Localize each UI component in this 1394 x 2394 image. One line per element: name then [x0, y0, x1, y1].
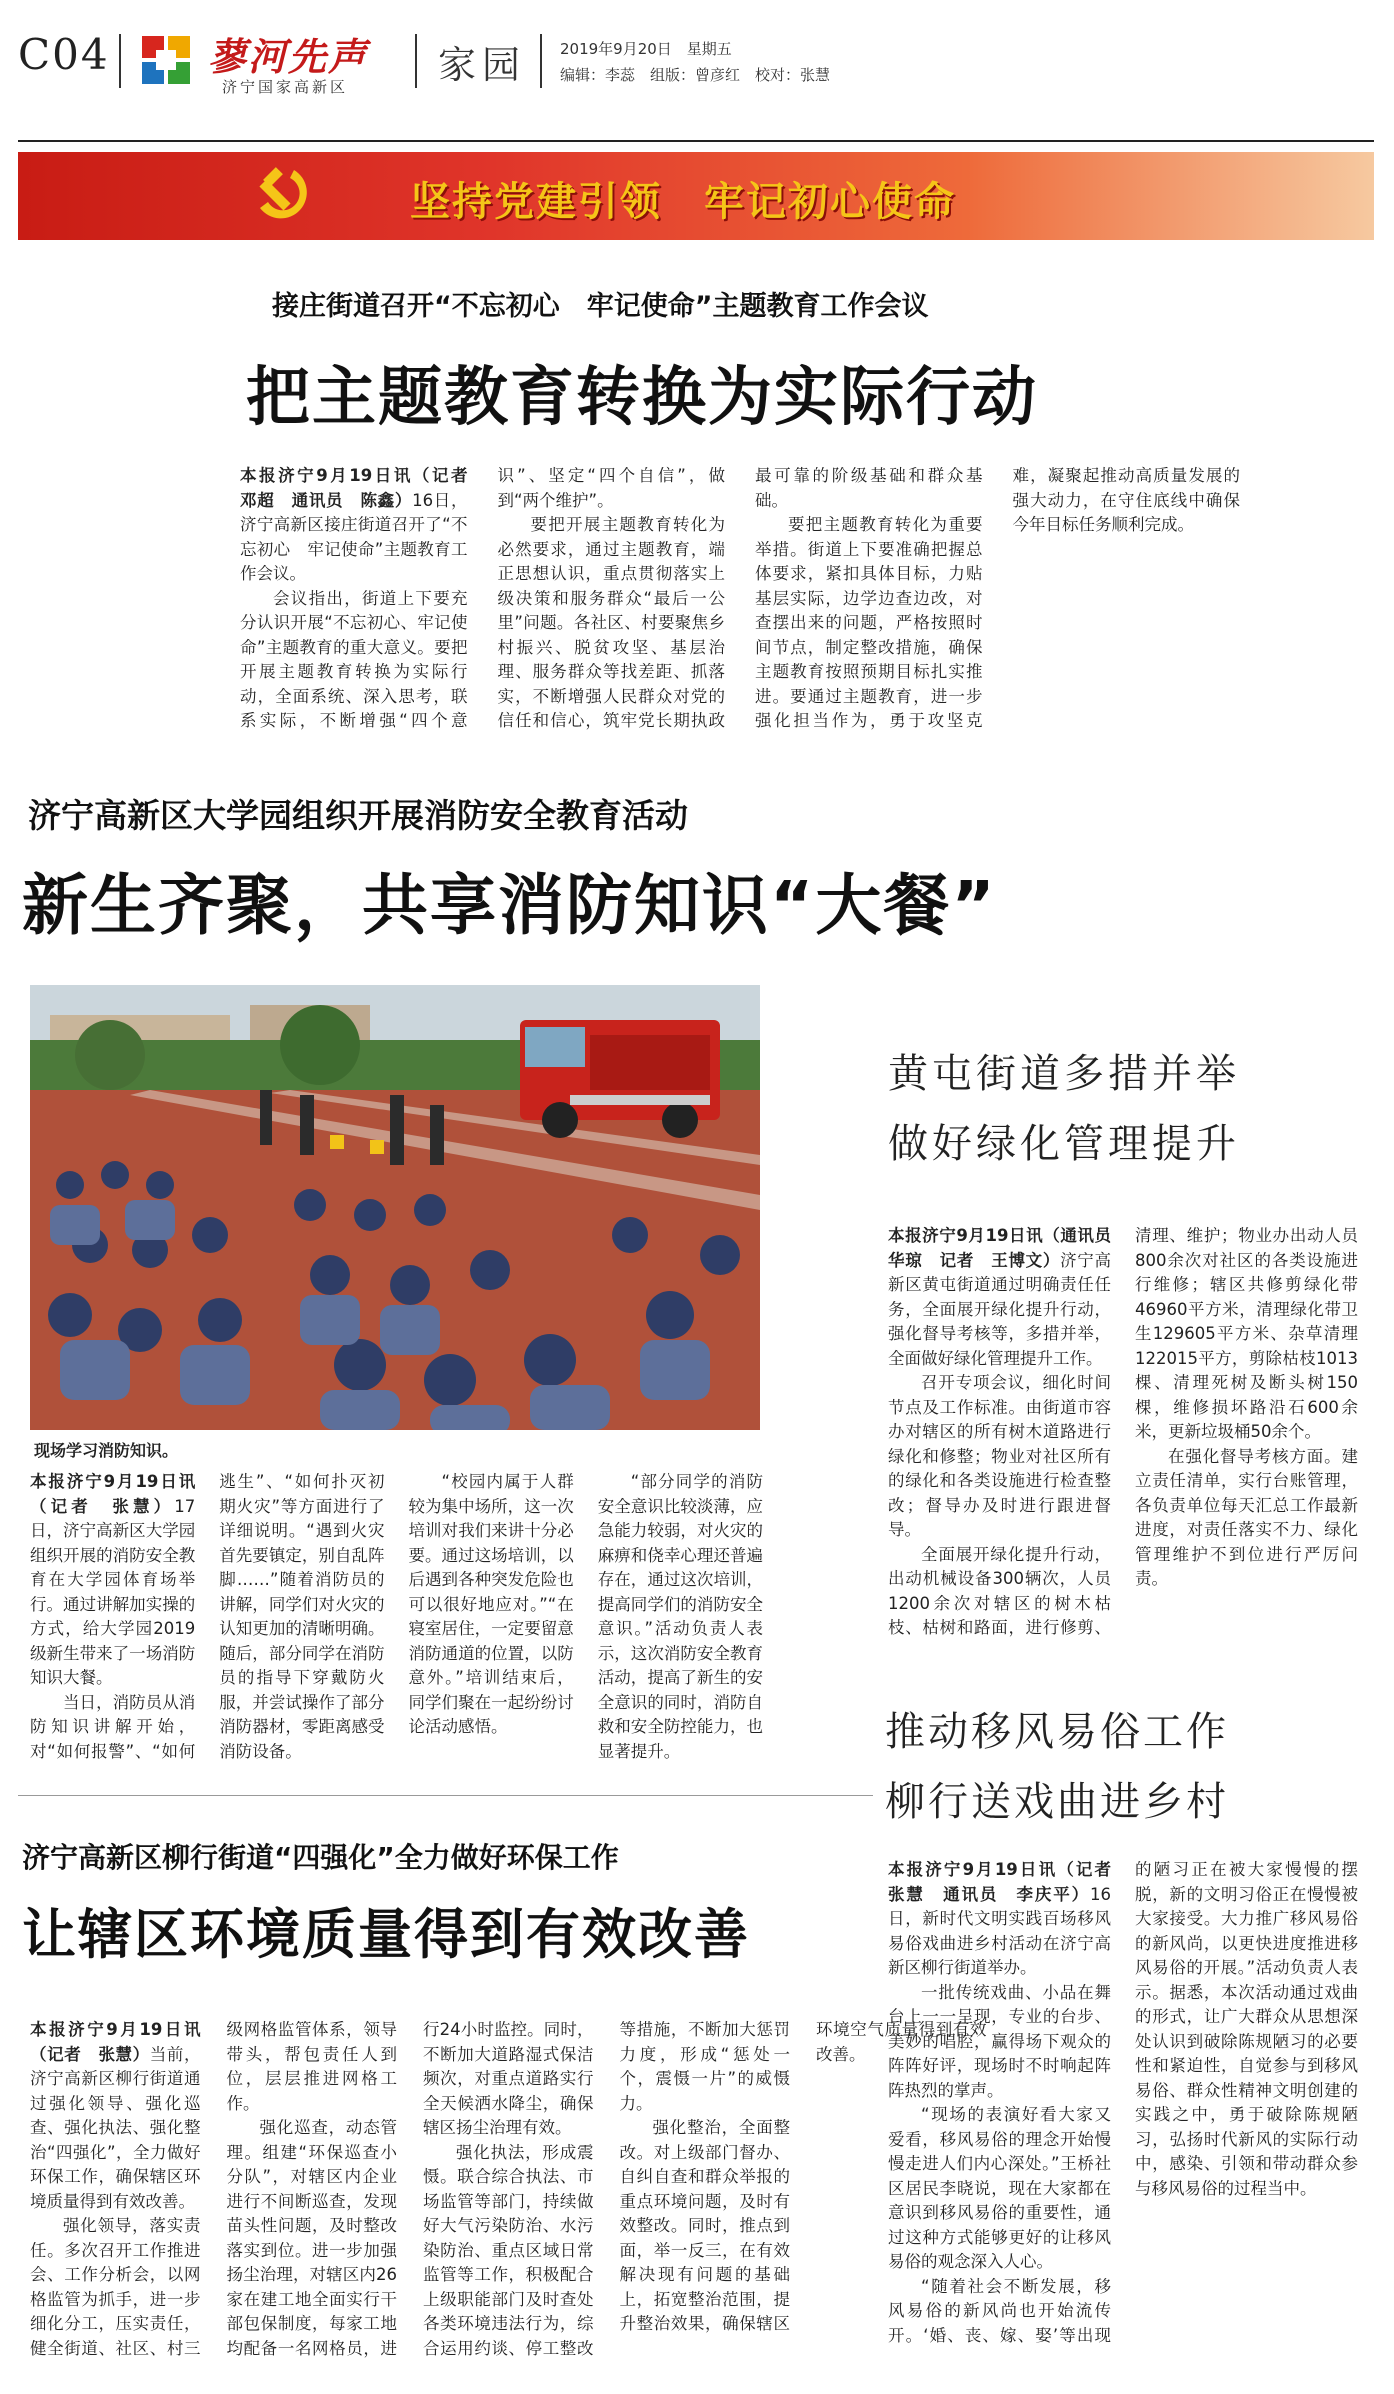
paragraph: 强化执法，形成震慑。联合综合执法、市场监管等部门，持续做好大气污染防治、水污染防治、重点区域日常监管等工作，积极配合上级职能部门及时查处各类环境违法行为，综合运用约谈、停工整改等措施，不断加大惩罚力度，形成“惩处一个，震慑一片”的威慑力。 [423, 2020, 790, 2358]
paragraph: 强化巡查，动态管理。组建“环保巡查小分队”，对辖区内企业进行不间断巡查，发现苗头性问题，及时整改落实到位。进一步加强扬尘治理，对辖区内26家在建工地全面实行干部包保制度，每家工地均配备一名网格员，进行24小时监控。同时，不断加大道路湿式保洁频次，对重点道路实行全天候洒水降尘，确保辖区扬尘治理有效。 [226, 2020, 594, 2358]
paragraph: “现场的表演好看大家又爱看，移风易俗的理念开始慢慢走进人们内心深处。”王桥社区居民李晓说，现在大家都在意识到移风易俗的重要性，通过这种方式能够更好的让移风易俗的观念深入人心。 [888, 2105, 1111, 2271]
theme-banner [18, 152, 1374, 240]
staff-line: 编辑：李蕊 组版：曾彦红 校对：张慧 [560, 66, 831, 84]
paragraph: 强化领导，落实责任。多次召开工作推进会、工作分析会，以网格监管为抓手，进一步细化分工，压实责任，健全街道、社区、村三级网格监管体系，领导带头，帮包责任人到位，层层推进网格工作。 [30, 2020, 397, 2358]
paragraph: 要把开展主题教育转化为必然要求，通过主题教育，端正思想认识，重点贯彻落实上级决策和服务群众“最后一公里”问题。各社区、村要聚焦乡村振兴、脱贫攻坚、基层治理、服务群众等找差距、抓落实，不断增强人民群众对党的信任和信心，筑牢党长期执政最可靠的阶级基础和群众基础。 [497, 466, 983, 730]
paragraph: 全面展开绿化提升行动，出动机械设备300辆次，人员1200余次对辖区的树木枯枝、枯树和路面，进行修剪、清理、维护；物业办出动人员800余次对社区的各类设施进行维修；辖区共修剪绿化带46960平方米，清理绿化带卫生129605平方米、杂草清理122015平方，剪除枯枝1013棵、清理死树及断头树150棵，维修损坏路沿石600余米，更新垃圾桶50余个。 [888, 1226, 1358, 1637]
paragraph: 在强化督导考核方面。建立责任清单，实行台账管理，各负责单位每天汇总工作最新进度，对责任落实不力、绿化管理维护不到位进行严厉问责。 [1135, 1446, 1358, 1588]
article-headline: 推动移风易俗工作 [885, 1709, 1229, 1755]
article-headline: 把主题教育转换为实际行动 [246, 361, 1038, 435]
paragraph: “随着社会不断发展，移风易俗的新风尚也开始流传开。‘婚、丧、嫁、娶’等出现的陋习正在被大家慢慢的摆脱，新的文明习俗正在慢慢被大家接受。大力推广移风易俗的新风尚，以更快进度推进移风易俗的开展。”活动负责人表示。据悉，本次活动通过戏曲的形式，让广大群众从思想深处认识到破除陈规陋习的必要性和紧迫性，自觉参与到移风易俗、群众性精神文明创建的实践之中，勇于破除陈规陋习，弘扬时代新风的实际行动中，感染、引领和带动群众参与移风易俗的过程当中。 [888, 1860, 1358, 2345]
article-body [30, 1470, 763, 1770]
paragraph: 强化整治，全面整改。对上级部门督办、自纠自查和群众举报的重点环境问题，及时有效整改。同时，推点到面，举一反三，在有效解决现有问题的基础上，拓宽整治范围，提升整治效果，确保辖区环境空气质量得到有效改善。 [619, 2020, 987, 2333]
paragraph: 17日，济宁高新区大学园组织开展的消防安全教育在大学园体育场举行。通过讲解加实操的方式，给大学园2019级新生带来了一场消防知识大餐。 [30, 1496, 196, 1687]
divider [18, 1795, 873, 1796]
paragraph: 16日，济宁高新区接庄街道召开了“不忘初心 牢记使命”主题教育工作会议。 [240, 490, 468, 583]
paragraph: 当日，消防员从消防知识讲解开始，对“如何报警”、“如何逃生”、“如何扑灭初期火灾”等方面进行了详细说明。“遇到火灾首先要镇定，别自乱阵脚……”随着消防员的讲解，同学们对火灾的认知更加的清晰明确。随后，部分同学在消防员的指导下穿戴防火服，并尝试操作了部分消防器材，零距离感受消防设备。 [30, 1472, 385, 1761]
paragraph: “校园内属于人群较为集中场所，这一次培训对我们来讲十分必要。通过这场培训，以后遇到各种突发危险也可以很好地应对。”“在寝室居住，一定要留意消防通道的位置，以防意外。”培训结束后，同学们聚在一起纷纷讨论活动感悟。 [408, 1472, 574, 1736]
article-kicker: 济宁高新区大学园组织开展消防安全教育活动 [28, 796, 688, 835]
logo-icon [140, 34, 192, 86]
date-line: 2019年9月20日 星期五 [560, 40, 732, 58]
article-headline: 黄屯街道多措并举 [888, 1051, 1240, 1097]
fire-drill-photo [30, 985, 760, 1430]
article-byline: 本报济宁9月19日讯（记者 邓超 通讯员 陈鑫） [240, 466, 484, 510]
banner-text: 坚持党建引领 牢记初心使命 [410, 179, 956, 225]
article-headline: 做好绿化管理提升 [888, 1121, 1240, 1167]
article-byline: 本报济宁9月19日讯（通讯员 华琼 记者 王博文） [888, 1226, 1128, 1270]
paragraph: 济宁高新区黄屯街道通过明确责任任务，全面展开绿化提升行动，强化督导考核等，多措并举，全面做好绿化管理提升工作。 [888, 1250, 1112, 1368]
paragraph: 会议指出，街道上下要充分认识开展“不忘初心、牢记使命”主题教育的重大意义。要把开展主题教育转换为实际行动，全面系统、深入思考，联系实际，不断增强“四个意识”、坚定“四个自信”，做到“两个维护”。 [240, 466, 725, 730]
masthead-rule [18, 140, 1374, 142]
paragraph: 召开专项会议，细化时间节点及工作标准。由街道市容办对辖区的所有树木道路进行绿化和修整；物业对社区所有的绿化和各类设施进行检查整改；督导办及时进行跟进督导。 [888, 1373, 1111, 1539]
article-headline: 柳行送戏曲进乡村 [885, 1779, 1229, 1825]
article-byline: 本报济宁9月19日讯（记者 张慧） [30, 1472, 196, 1516]
photo-caption: 现场学习消防知识。 [34, 1441, 179, 1460]
article-kicker: 接庄街道召开“不忘初心 牢记使命”主题教育工作会议 [272, 291, 929, 322]
paragraph: 16日，新时代文明实践百场移风易俗戏曲进乡村活动在济宁高新区柳行街道举办。 [888, 1884, 1111, 1977]
paragraph: “部分同学的消防安全意识比较淡薄，应急能力较弱，对火灾的麻痹和侥幸心理还普遍存在，通过这次培训，提高同学们的消防安全意识。”活动负责人表示，这次消防安全教育活动，提高了新生的安全意识的同时，消防自救和安全防控能力，也显著提升。 [597, 1472, 763, 1761]
article-body [240, 464, 1240, 734]
paper-subtitle: 济宁国家高新区 [222, 78, 349, 96]
article-body [888, 1858, 1358, 2368]
article-kicker: 济宁高新区柳行街道“四强化”全力做好环保工作 [22, 1841, 619, 1874]
article-byline: 本报济宁9月19日讯（记者 张慧） [30, 2020, 201, 2064]
paragraph: 要把主题教育转化为重要举措。街道上下要准确把握总体要求，紧扣具体目标，力贴基层实际，边学边查边改，对查摆出来的问题，严格按照时间节点，制定整改措施，确保主题教育按照预期目标扎实推进。要通过主题教育，进一步强化担当作为，勇于攻坚克难，凝聚起推动高质量发展的强大动力，在守住底线中确保今年目标任务顺利完成。 [755, 466, 1240, 730]
paper-name: 蓼河先声 [208, 34, 369, 79]
divider [119, 34, 121, 88]
page-number: C04 [18, 30, 110, 79]
article-body [30, 2018, 987, 2368]
divider [415, 34, 417, 88]
paragraph: 当前，济宁高新区柳行街道通过强化领导、强化巡查、强化执法、强化整治“四强化”，全力做好环保工作，确保辖区环境质量得到有效改善。 [30, 2044, 201, 2211]
party-emblem-icon [248, 160, 320, 232]
section-name: 家园 [438, 43, 527, 87]
article-headline: 让辖区环境质量得到有效改善 [22, 1903, 750, 1966]
article-headline: 新生齐聚，共享消防知识“大餐” [22, 867, 997, 944]
paragraph: 一批传统戏曲、小品在舞台上一一呈现，专业的台步、美妙的唱腔，赢得场下观众的阵阵好评，现场时不时响起阵阵热烈的掌声。 [888, 1982, 1111, 2100]
article-body [888, 1224, 1358, 1654]
article-byline: 本报济宁9月19日讯（记者 张慧 通讯员 李庆平） [888, 1860, 1128, 1904]
divider [540, 34, 542, 88]
